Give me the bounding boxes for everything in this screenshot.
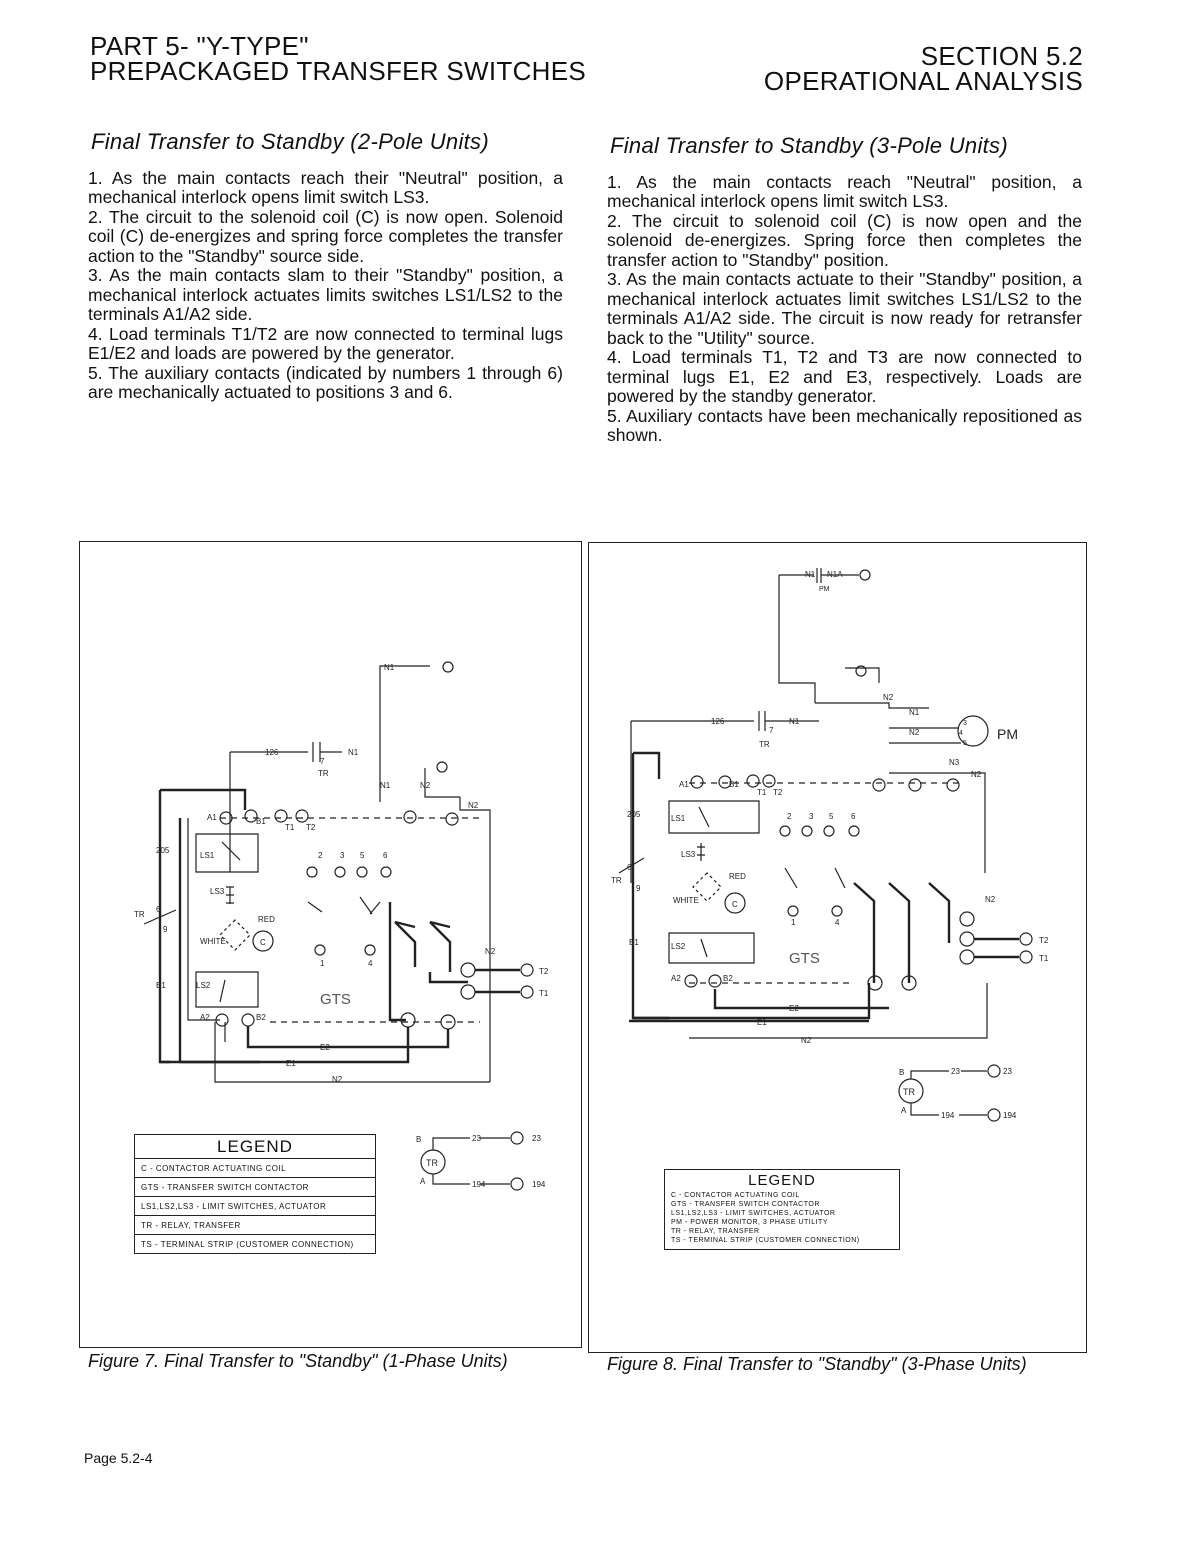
fig8-label-tr-relay: TR (903, 1087, 915, 1097)
left-column-heading: Final Transfer to Standby (2-Pole Units) (91, 129, 489, 154)
fig8-label-ls1: LS1 (671, 814, 686, 823)
fig7-label-9: 9 (163, 925, 168, 934)
fig7-label-ls1: LS1 (200, 851, 215, 860)
fig8-label-ls3: LS3 (681, 850, 696, 859)
figure8-legend-item: PM - POWER MONITOR, 3 PHASE UTILITY (671, 1219, 828, 1226)
fig8-label-n2c: N2 (971, 770, 982, 779)
fig8-label-n2: N2 (883, 693, 894, 702)
fig8-aux-5: 5 (829, 812, 834, 821)
fig8-label-t1: T1 (757, 788, 767, 797)
left-paragraph: 5. The auxiliary contacts (indicated by numbers 1 through 6) are mechanically actuated to positions 3 and 6. (88, 362, 563, 402)
fig7-label-23: 23 (472, 1134, 481, 1143)
fig8-label-white: WHITE (673, 896, 699, 905)
fig8-label-23: 23 (951, 1067, 960, 1076)
fig8-label-n1c: N1 (789, 717, 800, 726)
fig8-label-red: RED (729, 872, 746, 881)
fig8-label-c: C (732, 900, 738, 909)
fig8-label-n2e: N2 (801, 1036, 812, 1045)
left-paragraph: 4. Load terminals T1/T2 are now connected to terminal lugs E1/E2 and loads are powered by the generator. (88, 323, 563, 363)
figure8-legend-item: TR - RELAY, TRANSFER (671, 1228, 760, 1235)
fig7-label-n2b: N2 (468, 801, 479, 810)
fig8-label-194: 194 (941, 1111, 955, 1120)
right-paragraph: 5. Auxiliary contacts have been mechanically repositioned as shown. (607, 405, 1082, 445)
fig8-label-t1-out: T1 (1039, 954, 1049, 963)
fig8-aux-2: 2 (787, 812, 792, 821)
right-paragraph: 1. As the main contacts reach "Neutral" position, a mechanical interlock opens limit switch LS3. (607, 171, 1082, 211)
fig7-label-7: 7 (320, 757, 325, 766)
fig8-aux-3: 3 (809, 812, 814, 821)
right-text-column (607, 133, 1082, 446)
fig7-label-red: RED (258, 915, 275, 924)
fig7-label-e1: E1 (156, 981, 166, 990)
right-column-heading: Final Transfer to Standby (3-Pole Units) (610, 133, 1008, 158)
fig8-label-7: 7 (769, 726, 774, 735)
fig7-label-tr2: TR (134, 910, 145, 919)
right-paragraph: 3. As the main contacts actuate to their "Standby" position, a mechanical interlock actuates limit switches LS1/LS2 to the terminals A1/A2 side. The circuit is now ready for retransfer back to the "Utility" source. (607, 269, 1082, 348)
left-paragraph: 3. As the main contacts slam to their "Standby" position, a mechanical interlock actuates limits switches LS1/LS2 to the terminals A1/A2 side. (88, 265, 563, 324)
fig8-label-tr: TR (759, 740, 770, 749)
fig7-label-194: 194 (472, 1180, 486, 1189)
figure8-legend-title: LEGEND (748, 1172, 816, 1189)
figure8-legend-item: TS - TERMINAL STRIP (CUSTOMER CONNECTION) (671, 1237, 860, 1244)
fig8-label-n2b: N2 (909, 728, 920, 737)
fig7-aux-1: 1 (320, 959, 325, 968)
fig7-label-t1-out: T1 (539, 989, 549, 998)
fig8-label-9: 9 (636, 884, 641, 893)
part-title (90, 31, 587, 86)
fig8-label-e1b: E1 (757, 1018, 767, 1027)
fig8-aux-4: 4 (835, 918, 840, 927)
fig8-label-b1: B1 (729, 780, 739, 789)
part-title-line1: PART 5- "Y-TYPE" (90, 31, 309, 61)
fig7-label-gts: GTS (320, 991, 351, 1008)
fig7-label-b2: B2 (256, 1013, 266, 1022)
fig8-label-e1: E1 (629, 938, 639, 947)
fig7-aux-6: 6 (383, 851, 388, 860)
fig8-label-a: A (901, 1106, 907, 1115)
fig7-label-t1: T1 (285, 823, 295, 832)
fig7-label-n2c: N2 (485, 947, 496, 956)
fig7-label-a: A (420, 1177, 426, 1186)
fig8-label-n1a: N1A (827, 570, 843, 579)
fig7-label-23b: 23 (532, 1134, 541, 1143)
fig7-label-e1b: E1 (286, 1059, 296, 1068)
fig8-label-n2d: N2 (985, 895, 996, 904)
fig8-label-e2: E2 (789, 1004, 799, 1013)
figure7-panel (79, 541, 582, 1348)
fig7-label-e2: E2 (320, 1043, 330, 1052)
fig8-label-tr2: TR (611, 876, 622, 885)
fig8-label-194b: 194 (1003, 1111, 1017, 1120)
left-paragraph: 1. As the main contacts reach their "Neutral" position, a mechanical interlock opens limit switch LS3. (88, 167, 563, 207)
fig7-label-tr-relay: TR (426, 1158, 438, 1168)
fig7-label-n2: N2 (420, 781, 431, 790)
figure7-legend-item: C - CONTACTOR ACTUATING COIL (135, 1159, 375, 1178)
fig8-label-t2: T2 (773, 788, 783, 797)
page-number: Page 5.2-4 (84, 1450, 153, 1466)
fig7-label-white: WHITE (200, 937, 226, 946)
fig7-aux-3: 3 (340, 851, 345, 860)
fig8-pm-5: 5 (963, 740, 967, 747)
fig7-label-6: 6 (156, 905, 161, 914)
figure7-legend-item: GTS - TRANSFER SWITCH CONTACTOR (135, 1178, 375, 1197)
fig8-label-pm-small: PM (819, 586, 830, 593)
figure7-legend-item: TS - TERMINAL STRIP (CUSTOMER CONNECTION) (141, 1240, 354, 1249)
fig8-label-b: B (899, 1068, 905, 1077)
figure7-caption: Figure 7. Final Transfer to "Standby" (1-Phase Units) (88, 1351, 508, 1371)
fig7-aux-2: 2 (318, 851, 323, 860)
section-title-line2: OPERATIONAL ANALYSIS (763, 66, 1083, 96)
fig8-label-a2: A2 (671, 974, 681, 983)
fig7-label-t2-out: T2 (539, 967, 549, 976)
fig7-label-194b: 194 (532, 1180, 546, 1189)
right-paragraph: 4. Load terminals T1, T2 and T3 are now connected to terminal lugs E1, E2 and E3, respectively. Loads are powered by the standby generator. (607, 347, 1082, 406)
fig7-label-b1: B1 (256, 817, 266, 826)
fig7-label-b: B (416, 1135, 422, 1144)
fig7-label-c: C (260, 938, 266, 947)
fig8-pm-3: 3 (963, 720, 967, 727)
fig7-label-n1b: N1 (380, 781, 391, 790)
figure7-legend-item: TR - RELAY, TRANSFER (135, 1216, 375, 1235)
figure8-legend-item: LS1,LS2,LS3 - LIMIT SWITCHES, ACTUATOR (671, 1210, 836, 1217)
fig8-label-ls2: LS2 (671, 942, 686, 951)
fig8-label-n1: N1 (805, 570, 816, 579)
figure8-legend-item: C - CONTACTOR ACTUATING COIL (671, 1192, 800, 1199)
fig7-label-n1: N1 (384, 663, 395, 672)
fig7-label-126: 126 (265, 748, 279, 757)
fig8-label-t2-out: T2 (1039, 936, 1049, 945)
fig7-label-205: 205 (156, 846, 170, 855)
fig7-aux-5: 5 (360, 851, 365, 860)
fig8-label-6: 6 (627, 863, 632, 872)
fig8-label-b2: B2 (723, 974, 733, 983)
fig8-label-126: 126 (711, 717, 725, 726)
fig7-label-ls3: LS3 (210, 887, 225, 896)
fig8-label-23b: 23 (1003, 1067, 1012, 1076)
fig7-label-n1c: N1 (348, 748, 359, 757)
fig8-label-n1b: N1 (909, 708, 920, 717)
figure7-legend (134, 1134, 376, 1254)
figure8-caption: Figure 8. Final Transfer to "Standby" (3-Phase Units) (607, 1354, 1027, 1374)
fig7-aux-4: 4 (368, 959, 373, 968)
fig7-label-tr: TR (318, 769, 329, 778)
fig7-label-a1: A1 (207, 813, 217, 822)
fig7-label-n2d: N2 (332, 1075, 343, 1084)
left-paragraph: 2. The circuit to the solenoid coil (C) is now open. Solenoid coil (C) de-energizes and spring force completes the transfer action to the "Standby" source side. (88, 206, 563, 266)
fig8-label-205: 205 (627, 810, 641, 819)
fig8-label-pm: PM (997, 726, 1018, 742)
figure8-panel (588, 542, 1087, 1353)
left-text-column (88, 129, 563, 403)
fig8-label-n3: N3 (949, 758, 960, 767)
fig8-pm-4: 4 (959, 730, 963, 737)
right-paragraph: 2. The circuit to solenoid coil (C) is now open and the solenoid de-energizes. Spring force then completes the transfer action to "Standby" position. (607, 210, 1082, 270)
fig7-label-a2: A2 (200, 1013, 210, 1022)
fig7-label-t2: T2 (306, 823, 316, 832)
fig7-label-ls2: LS2 (196, 981, 211, 990)
part-title-line2: PREPACKAGED TRANSFER SWITCHES (90, 56, 587, 86)
fig8-aux-6: 6 (851, 812, 856, 821)
section-title (763, 41, 1083, 96)
figure7-legend-title: LEGEND (135, 1135, 375, 1159)
fig8-label-gts: GTS (789, 950, 820, 967)
figure8-legend (664, 1169, 900, 1250)
section-title-line1: SECTION 5.2 (920, 41, 1083, 71)
figure7-legend-item: LS1,LS2,LS3 - LIMIT SWITCHES, ACTUATOR (135, 1197, 375, 1216)
fig8-aux-1: 1 (791, 918, 796, 927)
figure8-legend-item: GTS - TRANSFER SWITCH CONTACTOR (671, 1201, 820, 1208)
fig8-label-a1: A1 (679, 780, 689, 789)
